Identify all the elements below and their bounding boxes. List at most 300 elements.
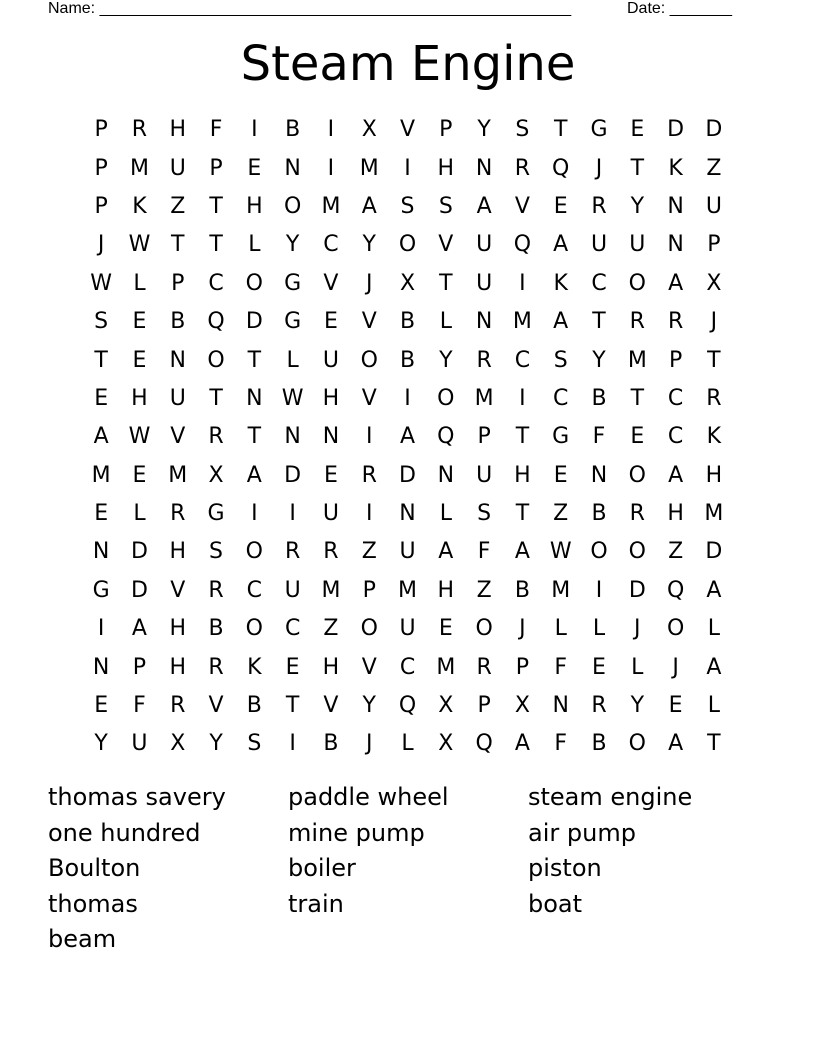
grid-letter: I [327,155,335,181]
grid-row [82,610,733,648]
grid-letter: J [710,309,718,335]
grid-letter: G [284,309,302,335]
grid-letter: F [477,539,491,565]
grid-letter: D [130,577,148,603]
grid-letter: M [551,577,571,603]
grid-letter: I [289,731,296,757]
grid-letter: H [322,385,340,411]
grid-letter: U [169,155,186,181]
grid-letter: T [630,385,645,411]
grid-letter: E [592,654,606,680]
grid-letter: O [245,270,263,296]
grid-letter: H [246,193,263,219]
grid-letter: Z [476,577,492,603]
grid-letter: A [399,424,416,450]
grid-letter: K [553,270,568,296]
grid-letter: W [281,385,304,411]
grid-letter: D [705,117,723,143]
grid-letter: V [361,309,377,335]
grid-letter: I [404,385,411,411]
grid-letter: Y [362,693,376,719]
grid-letter: I [97,616,105,642]
grid-letter: R [706,385,722,411]
grid-letter: N [284,424,301,450]
grid-letter: V [323,693,339,719]
grid-row [82,648,733,686]
grid-letter: N [92,539,110,565]
grid-letter: M [627,347,647,373]
grid-letter: J [97,232,105,258]
grid-letter: E [132,309,147,335]
grid-letter: T [209,385,223,411]
grid-letter: B [591,731,607,757]
grid-letter: V [170,424,186,450]
grid-letter: E [132,347,147,373]
grid-letter: D [628,577,646,603]
grid-letter: G [552,424,570,450]
grid-letter: S [515,117,530,143]
grid-letter: H [169,117,187,143]
grid-letter: M [512,309,532,335]
grid-letter: C [667,424,684,450]
grid-letter: E [94,501,109,527]
page-title: Steam Engine [240,36,576,92]
grid-row [82,687,733,725]
grid-letter: S [209,539,224,565]
grid-letter: T [209,193,223,219]
grid-letter: J [595,155,603,181]
grid-letter: O [666,616,685,642]
grid-letter: Y [94,731,108,757]
grid-letter: T [285,693,300,719]
grid-letter: B [399,309,416,335]
grid-letter: B [591,501,607,527]
grid-letter: E [247,155,262,181]
grid-letter: J [672,654,679,680]
grid-letter: N [322,424,340,450]
grid-letter: N [590,462,608,488]
grid-row [82,380,733,418]
grid-letter: U [476,232,493,258]
grid-letter: B [591,385,607,411]
grid-row [82,303,733,341]
grid-letter: Z [706,155,722,181]
grid-letter: B [399,347,416,373]
grid-letter: P [209,155,223,181]
header [0,0,816,22]
grid-letter: A [438,539,454,565]
grid-letter: U [322,501,339,527]
grid-letter: R [514,155,531,181]
grid-letter: G [92,577,110,603]
grid-letter: P [94,193,108,219]
grid-letter: C [553,385,569,411]
grid-letter: P [94,155,108,181]
grid-letter: B [285,117,301,143]
grid-letter: J [365,270,373,296]
word-list-item: Boulton [48,854,141,882]
grid-letter: H [169,616,187,642]
grid-letter: E [630,424,645,450]
grid-letter: Y [630,693,645,719]
grid-letter: J [634,616,641,642]
word-list [48,779,768,957]
grid-letter: U [322,347,339,373]
grid-letter: S [477,501,492,527]
grid-letter: E [553,193,568,219]
grid-letter: A [361,193,377,219]
grid-letter: R [476,654,492,680]
grid-letter: G [590,117,608,143]
grid-letter: V [438,232,454,258]
grid-letter: Y [285,232,300,258]
grid-letter: U [131,731,148,757]
grid-letter: L [707,693,721,719]
grid-row [82,226,733,264]
grid-letter: O [590,539,608,565]
grid-letter: T [209,232,223,258]
grid-letter: L [707,616,721,642]
grid-letter: V [514,193,530,219]
grid-letter: M [91,462,111,488]
grid-letter: L [401,731,414,757]
grid-letter: O [245,616,263,642]
grid-letter: F [592,424,606,450]
grid-letter: X [170,731,186,757]
word-list-item: boiler [288,854,356,882]
grid-letter: T [515,501,530,527]
grid-letter: Y [592,347,606,373]
grid-letter: S [400,193,415,219]
grid-letter: R [170,693,186,719]
grid-letter: E [132,462,147,488]
grid-letter: V [361,654,377,680]
grid-letter: Q [475,731,493,757]
grid-letter: D [130,539,148,565]
grid-letter: M [436,654,456,680]
grid-letter: N [399,501,416,527]
grid-letter: O [207,347,225,373]
grid-letter: Y [630,193,645,219]
grid-letter: R [667,309,684,335]
grid-letter: Z [323,616,339,642]
grid-letter: K [132,193,147,219]
grid-letter: R [208,424,224,450]
grid-letter: T [94,347,108,373]
grid-letter: O [360,347,378,373]
grid-letter: V [399,117,416,143]
grid-letter: A [668,270,684,296]
grid-letter: H [437,577,455,603]
grid-letter: O [360,616,378,642]
grid-letter: H [131,385,148,411]
grid-letter: R [323,539,339,565]
grid-letter: C [399,654,416,680]
grid-letter: L [133,270,146,296]
letter-grid [82,111,733,764]
grid-letter: M [704,501,724,527]
grid-letter: I [327,117,335,143]
grid-letter: P [94,117,108,143]
grid-letter: E [668,693,683,719]
grid-letter: Y [362,232,376,258]
grid-letter: I [289,501,296,527]
word-list-item: boat [528,889,583,918]
grid-letter: L [133,501,146,527]
grid-letter: T [515,424,530,450]
grid-letter: V [208,693,224,719]
word-list-item: mine pump [288,818,425,847]
grid-letter: P [362,577,376,603]
grid-letter: R [629,501,645,527]
grid-letter: C [591,270,607,296]
grid-letter: S [438,193,453,219]
grid-letter: P [707,232,721,258]
grid-letter: A [668,731,684,757]
grid-row [82,495,733,533]
grid-letter: Z [170,193,186,219]
grid-letter: Z [553,501,569,527]
grid-letter: P [171,270,185,296]
grid-letter: E [94,385,109,411]
grid-letter: Y [477,117,491,143]
grid-letter: I [251,117,258,143]
grid-letter: W [90,270,113,296]
grid-letter: U [399,616,416,642]
grid-letter: E [553,462,568,488]
grid-letter: Y [439,347,453,373]
grid-letter: B [514,577,530,603]
grid-letter: H [667,501,684,527]
grid-letter: X [514,693,530,719]
grid-letter: V [170,577,186,603]
grid-letter: N [552,693,569,719]
grid-letter: U [629,232,646,258]
grid-letter: O [398,232,417,258]
grid-letter: E [285,654,300,680]
grid-letter: A [476,193,492,219]
grid-letter: J [519,616,526,642]
grid-letter: O [628,539,646,565]
grid-letter: L [286,347,299,373]
grid-letter: V [323,270,339,296]
grid-letter: A [553,232,569,258]
grid-letter: U [705,193,722,219]
grid-letter: D [245,309,263,335]
grid-letter: N [475,155,493,181]
grid-letter: Q [513,232,532,258]
grid-row [82,418,733,456]
grid-letter: P [668,347,683,373]
grid-letter: W [128,232,151,258]
grid-letter: Z [361,539,377,565]
grid-letter: K [706,424,722,450]
grid-letter: I [519,270,526,296]
grid-letter: R [629,309,645,335]
grid-letter: G [207,501,225,527]
grid-letter: O [245,539,263,565]
grid-letter: L [631,654,644,680]
grid-letter: H [705,462,723,488]
grid-letter: N [284,155,301,181]
grid-letter: T [171,232,185,258]
grid-letter: W [549,539,572,565]
grid-letter: F [209,117,223,143]
grid-row [82,572,733,610]
grid-letter: S [94,309,109,335]
grid-letter: A [514,539,530,565]
grid-letter: A [514,731,530,757]
grid-letter: L [439,501,452,527]
grid-letter: I [404,155,411,181]
grid-letter: U [590,232,608,258]
grid-letter: A [668,462,684,488]
grid-letter: Z [668,539,684,565]
grid-letter: I [251,501,258,527]
grid-letter: C [323,232,339,258]
date-field: Date: _______ [627,0,732,17]
grid-letter: R [284,539,301,565]
grid-letter: E [323,309,338,335]
grid-letter: C [208,270,224,296]
word-list-item: thomas savery [48,783,226,811]
grid-letter: N [667,232,684,258]
grid-letter: O [437,385,455,411]
grid-letter: R [208,577,224,603]
grid-letter: O [283,193,302,219]
grid-letter: C [667,385,684,411]
grid-letter: E [438,616,453,642]
grid-letter: I [595,577,603,603]
grid-letter: U [476,462,493,488]
grid-letter: M [321,193,341,219]
grid-letter: E [94,693,109,719]
grid-letter: A [246,462,262,488]
grid-letter: N [92,654,110,680]
grid-letter: S [553,347,568,373]
grid-letter: K [668,155,683,181]
grid-letter: A [553,309,569,335]
grid-row [82,341,733,379]
word-list-item: air pump [528,818,636,847]
grid-letter: B [323,731,339,757]
grid-letter: A [706,577,722,603]
grid-letter: V [361,385,377,411]
grid-letter: Q [666,577,685,603]
grid-letter: T [592,309,606,335]
grid-row [82,265,733,303]
grid-letter: R [170,501,186,527]
grid-letter: T [553,117,568,143]
grid-letter: U [399,539,416,565]
grid-row [82,457,733,495]
grid-letter: N [667,193,684,219]
grid-letter: O [628,270,646,296]
grid-letter: R [131,117,148,143]
grid-letter: X [361,117,377,143]
word-list-item: beam [48,925,117,953]
grid-letter: P [477,424,491,450]
word-list-item: thomas [48,889,138,918]
grid-letter: R [591,693,607,719]
grid-letter: S [247,731,262,757]
grid-letter: O [475,616,493,642]
grid-letter: L [248,232,261,258]
grid-letter: H [169,654,187,680]
word-list-item: train [288,889,344,918]
word-list-item: piston [528,854,602,882]
grid-letter: G [284,270,302,296]
grid-letter: L [439,309,452,335]
grid-letter: N [169,347,186,373]
grid-letter: P [477,693,491,719]
grid-letter: P [132,654,147,680]
grid-letter: Q [398,693,417,719]
grid-letter: I [519,385,526,411]
grid-letter: T [247,424,262,450]
grid-letter: B [208,616,224,642]
grid-letter: T [247,347,262,373]
grid-letter: D [667,117,685,143]
grid-letter: I [365,424,373,450]
grid-letter: H [322,654,340,680]
grid-letter: Q [207,309,225,335]
grid-letter: X [706,270,722,296]
grid-letter: R [476,347,492,373]
grid-letter: M [129,155,149,181]
grid-letter: Y [209,731,223,757]
grid-letter: W [128,424,151,450]
grid-letter: A [131,616,147,642]
grid-letter: K [247,654,262,680]
grid-letter: J [365,731,373,757]
grid-letter: M [359,155,379,181]
grid-letter: U [476,270,493,296]
grid-letter: M [168,462,188,488]
grid-letter: I [365,501,373,527]
grid-letter: T [439,270,453,296]
grid-row [82,111,733,149]
grid-row [82,188,733,226]
grid-row [82,725,733,763]
grid-letter: H [169,539,187,565]
grid-letter: Q [437,424,455,450]
grid-letter: X [438,731,454,757]
grid-letter: P [515,654,530,680]
grid-letter: F [554,654,568,680]
grid-letter: F [554,731,568,757]
grid-letter: D [399,462,416,488]
grid-letter: T [630,155,645,181]
word-list-item: one hundred [48,818,201,847]
grid-letter: C [246,577,263,603]
grid-letter: B [246,693,262,719]
grid-letter: U [169,385,186,411]
grid-letter: L [554,616,567,642]
grid-letter: O [628,731,646,757]
grid-letter: A [706,654,722,680]
grid-letter: R [361,462,377,488]
grid-letter: N [475,309,493,335]
grid-letter: X [438,693,454,719]
grid-letter: F [133,693,146,719]
grid-letter: B [170,309,186,335]
grid-letter: L [592,616,606,642]
grid-letter: P [439,117,453,143]
grid-letter: X [208,462,224,488]
word-list-item: steam engine [528,783,693,811]
grid-letter: C [514,347,531,373]
